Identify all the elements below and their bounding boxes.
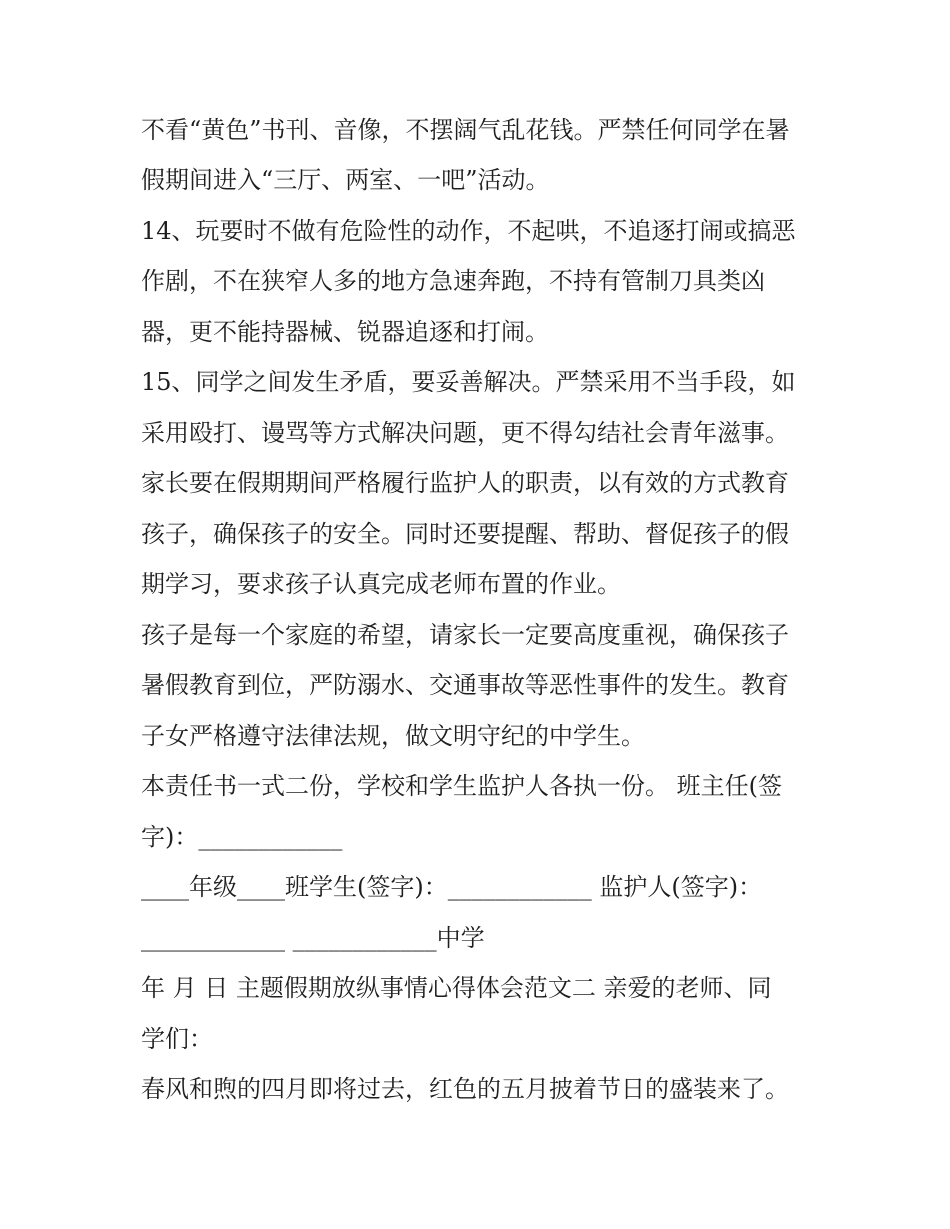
text-line: 器，更不能持器械、锐器追逐和打闹。 [141,318,549,346]
text-line: 15、同学之间发生矛盾，要妥善解决。严禁采用不当手段，如 [141,368,796,396]
text-line: 期学习，要求孩子认真完成老师布置的作业。 [141,570,621,598]
text-line: 暑假教育到位，严防溺水、交通事故等恶性事件的发生。教育 [141,671,789,699]
text-line: ____________ ____________中学 [141,924,485,952]
text-line: 采用殴打、谩骂等方式解决问题，更不得勾结社会青年滋事。 [141,419,789,447]
text-line: 本责任书一式二份，学校和学生监护人各执一份。 班主任(签 [141,772,782,800]
text-line: 年 月 日 主题假期放纵事情心得体会范文二 亲爱的老师、同 [141,974,772,1002]
text-line: 家长要在假期期间严格履行监护人的职责，以有效的方式教育 [141,469,789,497]
text-line: 子女严格遵守法律法规，做文明守纪的中学生。 [141,722,645,750]
text-line: ____年级____班学生(签字)：____________ 监护人(签字)： [141,873,763,901]
text-line: 不看“黄色”书刊、音像，不摆阔气乱花钱。严禁任何同学在暑 [141,116,790,144]
text-line: 字)：____________ [141,823,343,851]
text-line: 孩子是每一个家庭的希望，请家长一定要高度重视，确保孩子 [141,621,789,649]
text-line: 春风和煦的四月即将过去，红色的五月披着节日的盛装来了。 [141,1075,789,1103]
text-line: 假期间进入“三厅、两室、一吧”活动。 [141,166,550,194]
text-line: 14、玩要时不做有危险性的动作，不起哄，不追逐打闹或搞恶 [141,217,796,245]
text-line: 学们： [141,1025,213,1053]
text-line: 孩子，确保孩子的安全。同时还要提醒、帮助、督促孩子的假 [141,520,789,548]
text-line: 作剧，不在狭窄人多的地方急速奔跑，不持有管制刀具类凶 [141,267,765,295]
